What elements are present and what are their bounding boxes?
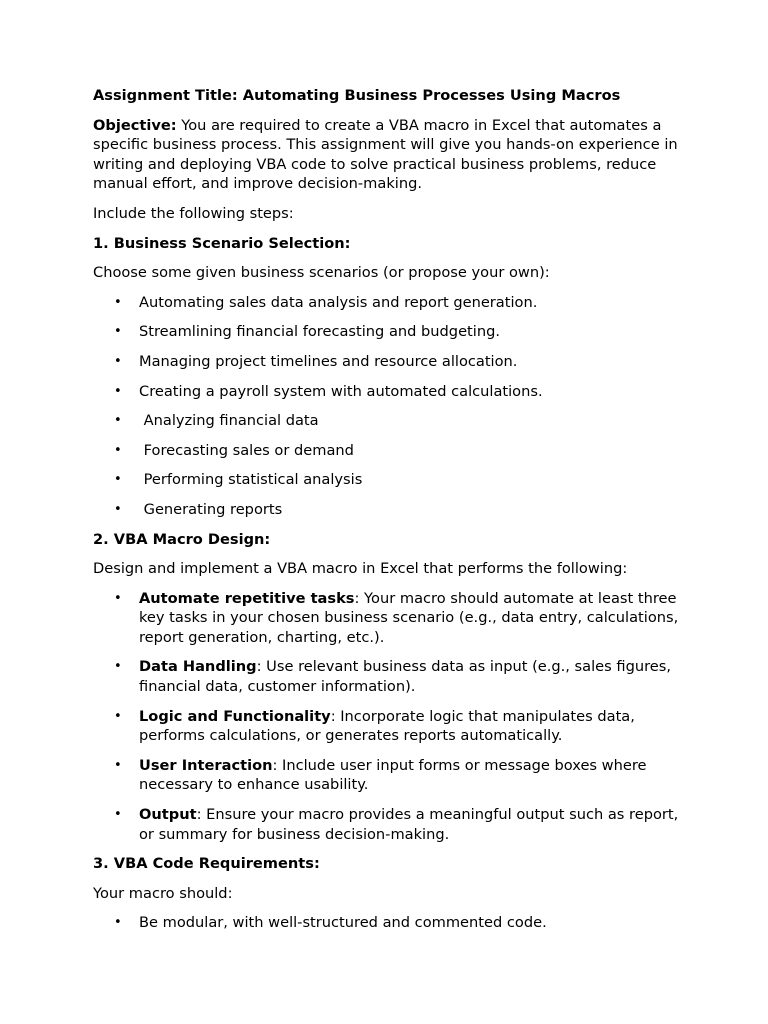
list-item-label: Output [139, 806, 197, 824]
objective-text: You are required to create a VBA macro in Excel that automates a specific business process. This assignment will give you hands-on experience in writing and deploying VBA code to solve practical business problems, reduce manual effort, and improve decision-making. [93, 116, 678, 193]
bullet-icon: • [114, 294, 122, 310]
section3-intro: Your macro should: [93, 884, 233, 902]
bullet-icon: • [114, 659, 122, 675]
list-item-text: : Include user input forms or message boxes where necessary to enhance usability. [139, 756, 647, 794]
list-item-label: Data Handling [139, 658, 257, 676]
bullet-icon: • [114, 324, 122, 340]
list-item [93, 589, 683, 648]
document-page [93, 86, 683, 943]
bullet-icon: • [114, 472, 122, 488]
list-item-text: Analyzing financial data [139, 412, 319, 430]
list-item-text: : Use relevant business data as input (e.g., sales figures, financial data, customer information). [139, 658, 671, 696]
list-item [93, 441, 683, 461]
bullet-icon: • [114, 353, 122, 369]
section3-list [93, 913, 683, 933]
section2-intro: Design and implement a VBA macro in Excel that performs the following: [93, 560, 628, 578]
section2-list [93, 589, 683, 845]
list-item [93, 913, 683, 933]
bullet-icon: • [114, 807, 122, 823]
list-item-label: User Interaction [139, 756, 273, 774]
list-item-text: : Ensure your macro provides a meaningful output such as report, or summary for business decision-making. [139, 806, 679, 843]
list-item [93, 500, 683, 520]
list-item-text: Streamlining financial forecasting and budgeting. [139, 323, 500, 341]
list-item [93, 805, 683, 844]
list-item-label: Logic and Functionality [139, 707, 331, 725]
list-item [93, 707, 683, 746]
objective-label: Objective: [93, 116, 177, 134]
bullet-icon: • [114, 708, 122, 724]
assignment-title: Assignment Title: Automating Business Processes Using Macros [93, 87, 621, 104]
list-item-text: : Your macro should automate at least three key tasks in your chosen business scenario (e.g., data entry, calculations, report generation, charting, etc.). [139, 589, 679, 646]
list-item-text: Managing project timelines and resource allocation. [139, 352, 518, 370]
list-item-text: Creating a payroll system with automated calculations. [139, 382, 543, 400]
list-item [93, 352, 683, 372]
list-item [93, 470, 683, 490]
list-item-text: Performing statistical analysis [139, 471, 363, 489]
bullet-icon: • [114, 757, 122, 773]
list-item-text: Generating reports [139, 500, 283, 518]
list-item-text: Be modular, with well-structured and commented code. [139, 914, 547, 932]
list-item-text: Automating sales data analysis and report generation. [139, 293, 538, 311]
list-item-text: : Incorporate logic that manipulates data, performs calculations, or generates reports automatically. [139, 707, 635, 745]
bullet-icon: • [114, 590, 122, 606]
bullet-icon: • [114, 442, 122, 458]
list-item [93, 657, 683, 696]
section1-list [93, 293, 683, 520]
list-item [93, 382, 683, 402]
list-item-label: Automate repetitive tasks [139, 589, 355, 607]
objective-paragraph [93, 116, 683, 194]
section1-intro: Choose some given business scenarios (or propose your own): [93, 264, 550, 282]
list-item [93, 756, 683, 795]
section2-heading: 2. VBA Macro Design: [93, 530, 271, 548]
list-item [93, 411, 683, 431]
bullet-icon: • [114, 413, 122, 429]
include-steps-text: Include the following steps: [93, 204, 294, 222]
list-item [93, 293, 683, 313]
section3-heading: 3. VBA Code Requirements: [93, 855, 320, 873]
bullet-icon: • [114, 383, 122, 399]
bullet-icon: • [114, 501, 122, 517]
list-item-text: Forecasting sales or demand [139, 441, 354, 459]
bullet-icon: • [114, 915, 122, 931]
section1-heading: 1. Business Scenario Selection: [93, 234, 351, 252]
list-item [93, 322, 683, 342]
